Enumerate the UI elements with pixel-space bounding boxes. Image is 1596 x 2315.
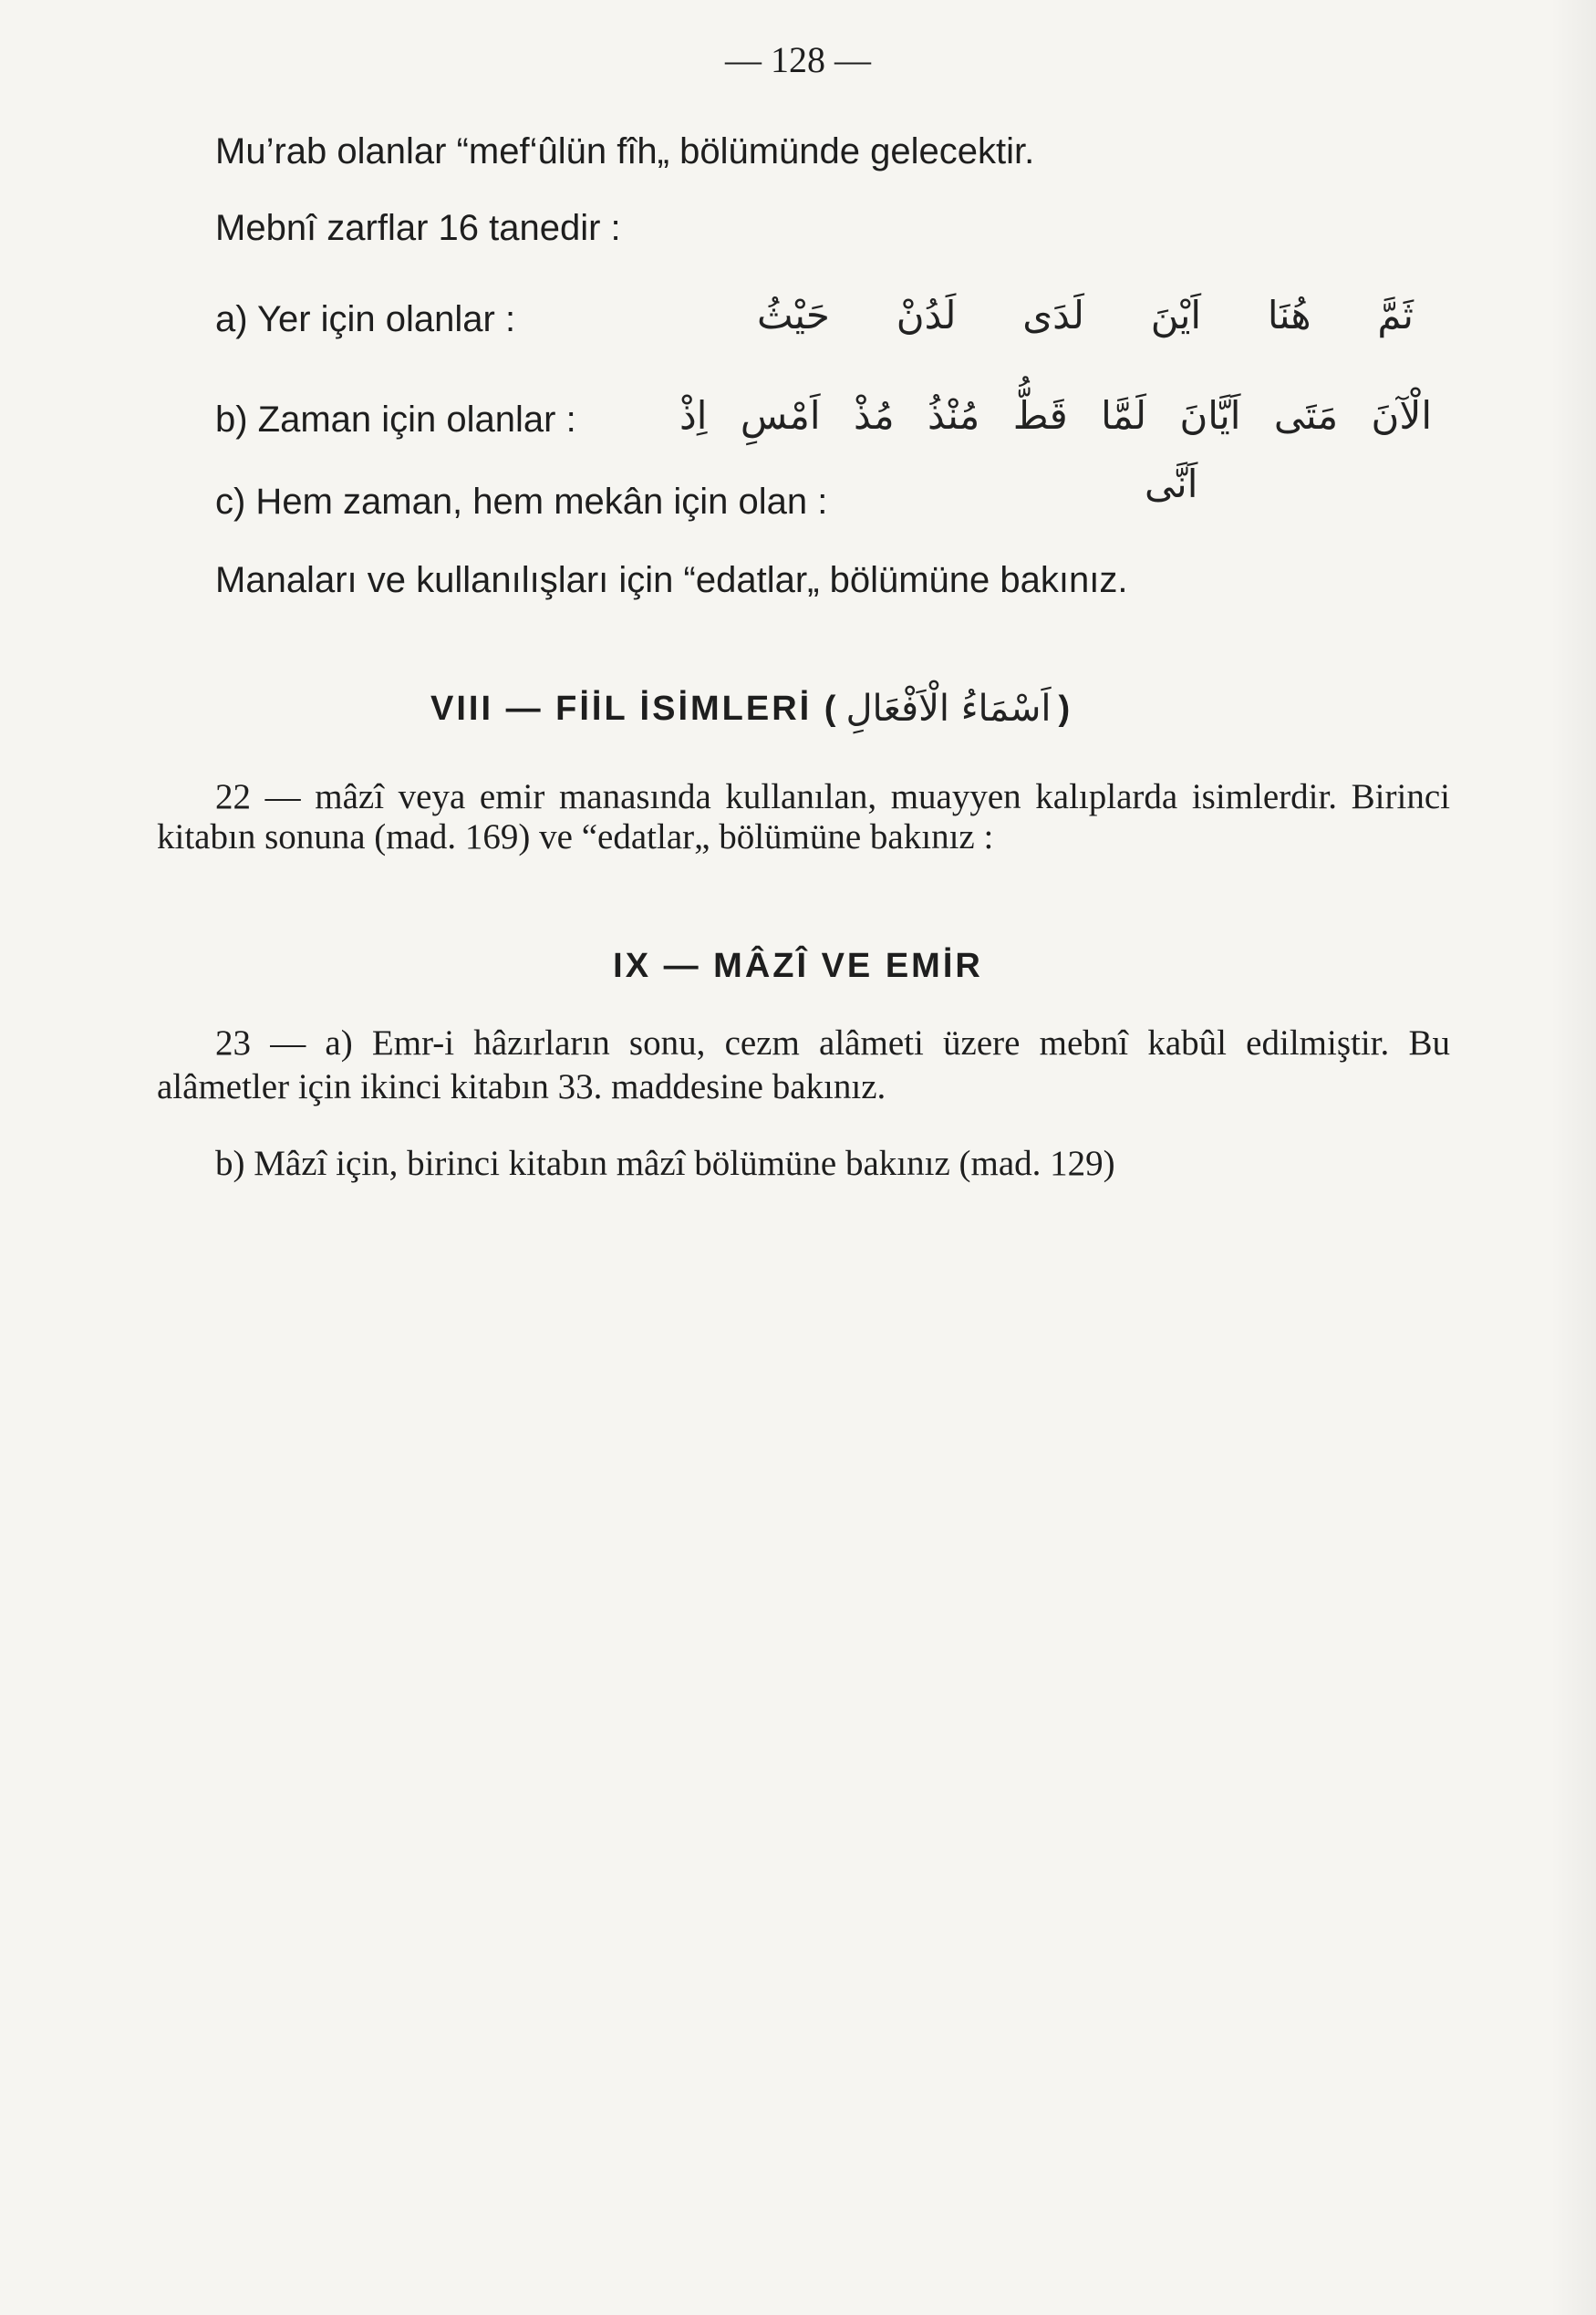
arabic-word: الْآنَ (1371, 393, 1432, 438)
zaman-arabic-words (679, 374, 1432, 438)
arabic-word: اِذْ (679, 393, 708, 438)
heading-arabic: اَسْمَاءُ الْاَفْعَالِ (845, 688, 1052, 730)
section-ix-paragraph-b: b) Mâzî için, birinci kitabın mâzî bölümüne bakınız (mad. 129) (215, 1144, 1115, 1183)
yer-label: a) Yer için olanlar : (215, 299, 516, 339)
section-heading-ix: IX — MÂZÎ VE EMİR (613, 947, 983, 985)
arabic-word: اَمْسِ (740, 393, 821, 438)
arabic-word: حَيْثُ (757, 293, 830, 337)
arabic-word: مَتَى (1273, 393, 1339, 438)
heading-suffix: ) (1058, 689, 1073, 728)
manalari-line: Manaları ve kullanılışları için “edatlar„ bölümüne bakınız. (215, 560, 1128, 600)
arabic-word: مُذْ (854, 393, 895, 438)
arabic-word: اَيَّانَ (1179, 393, 1241, 438)
zaman-label: b) Zaman için olanlar : (215, 400, 576, 440)
arabic-word: لَدَى (1022, 293, 1084, 337)
arabic-word: هُنَا (1267, 293, 1311, 337)
section-heading-viii (430, 688, 1073, 730)
yer-arabic-words (757, 274, 1414, 337)
arabic-word: ثَمَّ (1377, 293, 1414, 337)
arabic-word: مُنْذُ (928, 393, 980, 438)
page-number: — 128 — (725, 39, 871, 80)
section-ix-paragraph-a: 23 — a) Emr-i hâzırların sonu, cezm alâmeti üzere mebnî kabûl edilmiştir. Bu alâmetler için ikinci kitabın 33. maddesine bakınız. (157, 1023, 1450, 1106)
arabic-word: لَمَّا (1101, 393, 1146, 438)
murab-line: Mu’rab olanlar “mef‘ûlün fîh„ bölümünde gelecektir. (215, 131, 1035, 171)
scan-edge-shadow (1550, 0, 1596, 2315)
arabic-word: قَطُّ (1012, 393, 1068, 438)
mebni-line: Mebnî zarflar 16 tanedir : (215, 208, 621, 248)
heading-prefix: VIII — FİİL İSİMLERİ ( (430, 689, 839, 728)
arabic-word: لَدُنْ (896, 293, 957, 337)
section-viii-paragraph: 22 — mâzî veya emir manasında kullanılan, muayyen kalıplarda isimlerdir. Birinci kitabın sonuna (mad. 169) ve “edatlar„ bölümüne bakınız : (157, 777, 1450, 856)
arabic-word: اَيْنَ (1150, 293, 1202, 337)
hem-arabic-word: اَنَّى (1145, 462, 1198, 506)
hem-label: c) Hem zaman, hem mekân için olan : (215, 482, 828, 522)
